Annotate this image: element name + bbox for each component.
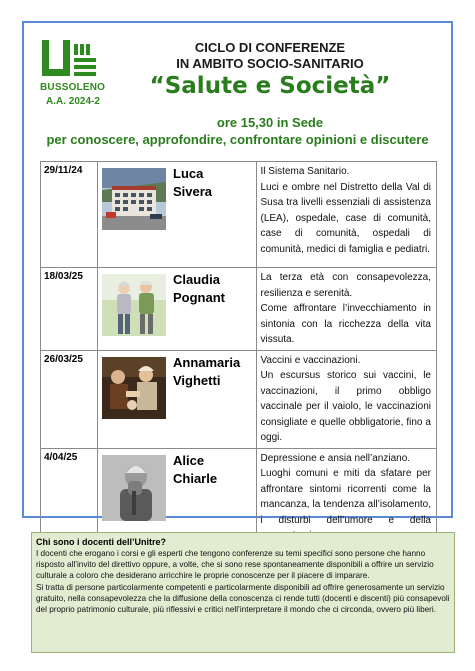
speaker-last-name: Chiarle [173, 470, 218, 486]
event-time: ore 15,30 in Sede [216, 115, 324, 130]
session-detail: Luoghi comuni e miti da sfatare per affrontare sintomi ricorrenti come la mancanza, la tendenza all’isolamento, i disturbi dell’umore e della [260, 468, 431, 526]
info-paragraph-2: Si tratta di persone particolarmente competenti e particolarmente disponibili ad offrire generosamente un servizio gratuito, nella consapevolezza che la diffusione della conoscenza ci rende tutti (docenti e discenti) più consapevoli del proprio patrimonio culturale, più riflessivi e critici nell’interpretare il mondo che ci circonda, ovvero più liberi. [36, 582, 450, 615]
header-line-2: IN AMBITO SOCIO-SANITARIO [176, 56, 364, 71]
session-topic: Vaccini e vaccinazioni. [260, 354, 361, 366]
hospital-building-photo [102, 168, 166, 230]
elderly-man-photo [102, 455, 166, 521]
session-row [41, 162, 437, 268]
academic-year: A.A. 2024-2 [46, 96, 100, 107]
unitre-logo [40, 38, 108, 108]
session-topic: Depressione e ansia nell’anziano. [260, 452, 411, 464]
session-date: 4/04/25 [41, 448, 98, 546]
logo-name: BUSSOLENO [40, 82, 106, 93]
info-box-title: Chi sono i docenti dell’Unitre? [36, 537, 167, 547]
speaker-last-name: Vighetti [173, 372, 221, 388]
session-row [41, 350, 437, 448]
vaccination-painting-photo [102, 357, 166, 419]
session-date: 26/03/25 [41, 350, 98, 448]
speaker-first-name: Luca [173, 166, 204, 181]
header-line-1: CICLO DI CONFERENZE [194, 40, 346, 55]
session-description [256, 162, 437, 268]
speaker-first-name: Alice [173, 452, 205, 468]
session-detail: Un escursus storico sui vaccini, le vaccinazioni, il primo obbligo vaccinale per il vaiolo, le vaccinazioni consigliate e quelle obbligatorie, fino a oggi. [260, 370, 431, 443]
session-topic: La terza età con consapevolezza, resilienza e serenità. [260, 272, 431, 299]
session-description [256, 350, 437, 448]
page-title: “Salute e Società” [149, 73, 391, 99]
speaker-last-name: Pognant [173, 290, 225, 305]
program-table [40, 161, 437, 547]
teachers-info-box [31, 532, 455, 653]
unitre-logo-icon [40, 38, 100, 80]
session-date: 29/11/24 [41, 162, 98, 268]
session-detail: Come affrontare l’invecchiamento in sintonia con la ricchezza della vita vissuta. [260, 303, 431, 345]
page-subtitle: per conoscere, approfondire, confrontare opinioni e discutere [46, 132, 429, 147]
speaker-last-name: Sivera [173, 184, 213, 199]
speaker-first-name: Annamaria [173, 354, 241, 370]
speaker-first-name: Claudia [173, 272, 220, 287]
session-row [41, 268, 437, 351]
info-paragraph-1: I docenti che erogano i corsi e gli esperti che tengono conferenze su temi specifici sono persone che hanno risposto all’invito del direttivo oppure, a volte, che si sono rese spontaneamente disponibili a offrire un servizio culturale a coloro che desiderano arricchire le proprie conoscenze per il piacere di imparare. [36, 549, 434, 581]
elderly-couple-photo [102, 274, 166, 336]
session-description [256, 268, 437, 351]
session-date: 18/03/25 [41, 268, 98, 351]
session-detail: Luci e ombre nel Distretto della Val di Susa tra livelli essenziali di assistenza (LEA), ospedale, case di comunità, case di comunità, ospedali di comunità, medici di famiglia e pediatri. [260, 181, 431, 255]
session-topic: Il Sistema Sanitario. [260, 166, 350, 177]
